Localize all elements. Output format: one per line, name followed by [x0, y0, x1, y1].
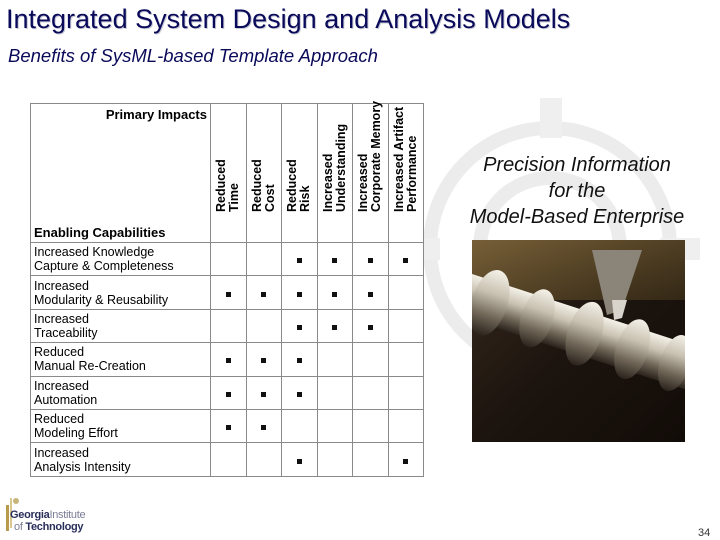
matrix-cell — [388, 309, 424, 342]
column-header — [246, 104, 282, 243]
impact-mark-icon — [261, 425, 266, 430]
matrix-cell — [317, 243, 353, 276]
matrix-cell — [211, 376, 247, 409]
impact-mark-icon — [226, 392, 231, 397]
matrix-cell — [246, 443, 282, 476]
matrix-cell — [246, 343, 282, 376]
capability-label-line: Increased — [34, 311, 89, 326]
column-header — [211, 104, 247, 243]
column-header — [317, 104, 353, 243]
column-header-label: Reduced Cost — [249, 159, 277, 212]
logo-text-line2 — [14, 521, 83, 533]
matrix-cell — [353, 409, 389, 442]
matrix-cell — [246, 309, 282, 342]
matrix-cell — [282, 443, 318, 476]
matrix-cell — [246, 243, 282, 276]
column-header-label: Increased Artifact Performance — [391, 106, 419, 212]
impact-mark-icon — [297, 258, 302, 263]
caption-block — [442, 152, 712, 230]
capability-label-line: Modeling Effort — [34, 426, 118, 441]
matrix-cell — [211, 309, 247, 342]
matrix-cell — [246, 276, 282, 309]
matrix-cell — [388, 443, 424, 476]
logo-word: Technology — [25, 521, 84, 533]
matrix-cell — [317, 309, 353, 342]
matrix-cell — [388, 343, 424, 376]
capability-label — [31, 343, 211, 376]
enabling-capabilities-label: Enabling Capabilities — [34, 225, 166, 240]
impact-mark-icon — [403, 258, 408, 263]
impact-mark-icon — [332, 292, 337, 297]
column-header-label: Reduced Risk — [285, 159, 313, 212]
table-row — [31, 243, 424, 276]
matrix-cell — [388, 243, 424, 276]
table-row — [31, 376, 424, 409]
logo-text-line1 — [10, 509, 85, 521]
matrix-cell — [353, 376, 389, 409]
capability-label-line: Manual Re-Creation — [34, 359, 146, 374]
column-header-label: Reduced Time — [214, 159, 242, 212]
impact-mark-icon — [261, 358, 266, 363]
capability-label — [31, 309, 211, 342]
column-header-label: Increased Corporate Memory — [356, 100, 384, 212]
capability-label-line: Analysis Intensity — [34, 459, 131, 474]
matrix-cell — [282, 276, 318, 309]
matrix-cell — [211, 443, 247, 476]
matrix-cell — [246, 409, 282, 442]
machining-photo — [472, 240, 685, 442]
table-row — [31, 276, 424, 309]
logo-word: Georgia — [10, 509, 50, 521]
capability-label — [31, 243, 211, 276]
capability-label — [31, 276, 211, 309]
impact-mark-icon — [297, 358, 302, 363]
logo-word: Institute — [49, 509, 86, 521]
impact-mark-icon — [261, 392, 266, 397]
matrix-cell — [211, 343, 247, 376]
column-header — [282, 104, 318, 243]
capability-label — [31, 409, 211, 442]
capability-label-line: Increased Knowledge — [34, 245, 155, 260]
matrix-cell — [388, 376, 424, 409]
matrix-cell — [282, 376, 318, 409]
table-row — [31, 343, 424, 376]
matrix-cell — [353, 243, 389, 276]
capability-label — [31, 443, 211, 476]
caption-line: Precision Information — [483, 154, 671, 176]
capability-label-line: Increased — [34, 378, 89, 393]
impact-mark-icon — [297, 292, 302, 297]
matrix-cell — [282, 309, 318, 342]
column-header — [353, 100, 389, 243]
matrix-cell — [317, 443, 353, 476]
impact-mark-icon — [297, 459, 302, 464]
slide-subtitle: Benefits of SysML-based Template Approach — [8, 45, 378, 66]
capability-label-line: Modularity & Reusability — [34, 292, 169, 307]
corner-header-cell — [31, 104, 211, 243]
impact-mark-icon — [368, 258, 373, 263]
matrix-cell — [211, 276, 247, 309]
table-row — [31, 309, 424, 342]
impact-mark-icon — [368, 292, 373, 297]
matrix-cell — [317, 343, 353, 376]
matrix-cell — [211, 409, 247, 442]
matrix-cell — [282, 409, 318, 442]
capability-label-line: Increased — [34, 445, 89, 460]
capability-label-line: Traceability — [34, 325, 98, 340]
impact-mark-icon — [261, 292, 266, 297]
matrix-cell — [353, 343, 389, 376]
matrix-cell — [246, 376, 282, 409]
matrix-cell — [211, 243, 247, 276]
primary-impacts-label: Primary Impacts — [105, 107, 207, 122]
impact-mark-icon — [226, 425, 231, 430]
matrix-cell — [282, 243, 318, 276]
impact-mark-icon — [226, 358, 231, 363]
matrix-cell — [317, 276, 353, 309]
impact-mark-icon — [226, 292, 231, 297]
matrix-cell — [317, 376, 353, 409]
matrix-cell — [317, 409, 353, 442]
caption-line: Model-Based Enterprise — [469, 206, 685, 228]
caption-line: for the — [548, 180, 606, 202]
matrix-cell — [282, 343, 318, 376]
impact-mark-icon — [297, 392, 302, 397]
table-row — [31, 443, 424, 476]
matrix-cell — [388, 409, 424, 442]
impact-mark-icon — [297, 325, 302, 330]
impact-mark-icon — [332, 325, 337, 330]
slide-title: Integrated System Design and Analysis Models — [6, 4, 571, 34]
matrix-cell — [388, 276, 424, 309]
matrix-cell — [353, 309, 389, 342]
capability-label-line: Capture & Completeness — [34, 259, 174, 274]
matrix-cell — [353, 276, 389, 309]
impact-mark-icon — [403, 459, 408, 464]
capability-label-line: Increased — [34, 278, 89, 293]
capability-label-line: Reduced — [34, 345, 85, 360]
impact-mark-icon — [332, 258, 337, 263]
table-header-row — [31, 104, 424, 243]
logo-word: of — [14, 521, 26, 533]
matrix-cell — [353, 443, 389, 476]
column-header — [388, 104, 424, 243]
column-header-label: Increased Understanding — [320, 123, 348, 212]
table-row — [31, 409, 424, 442]
capability-label-line: Reduced — [34, 412, 85, 427]
impact-mark-icon — [368, 325, 373, 330]
page-number: 34 — [698, 527, 711, 539]
capability-label-line: Automation — [34, 392, 98, 407]
impacts-matrix-table — [30, 100, 424, 477]
capability-label — [31, 376, 211, 409]
